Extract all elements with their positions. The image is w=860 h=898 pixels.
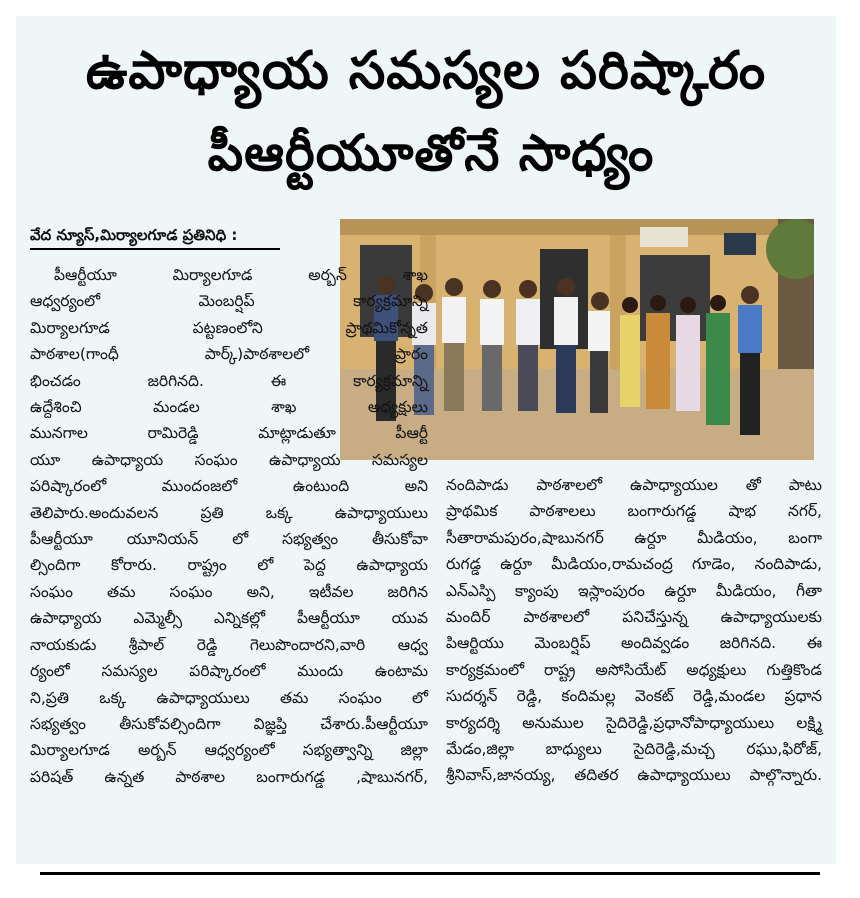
article-line: మునగాల రామిరెడ్డి మాట్లాడుతూ పీఆర్టీ bbox=[30, 424, 428, 443]
article-line: కార్యక్రమంలో రాష్ట్ర అసోసియేట్ అధ్యక్షులు గుత్తికొండ bbox=[446, 660, 822, 679]
article-line: పరిషత్ ఉన్నత పాఠశాల బంగారుగడ్డ ,షాబునగర్, bbox=[30, 767, 428, 786]
sign-board bbox=[640, 227, 688, 247]
article-line: పిఆర్టియు మెంబర్షిప్ అందివ్వడం జరిగినది. ఈ bbox=[446, 634, 822, 653]
headline-line-1: ఉపాధ్యాయ సమస్యల పరిష్కారం bbox=[85, 41, 767, 101]
notice-board bbox=[724, 233, 756, 255]
article-line: సుదర్శన్ రెడ్డి, కందిమల్ల వెంకట్ రెడ్డి,మండల ప్రధాన bbox=[446, 687, 822, 706]
byline: వేద న్యూస్,మిర్యాలగూడ ప్రతినిధి : bbox=[30, 224, 280, 250]
article-line: రుగడ్డ ఉర్దూ మీడియం,రామచంద్ర గూడెం, నందిపాడు, bbox=[446, 555, 822, 574]
article-line: భించడం జరిగినది. ఈ కార్యక్రమాన్ని bbox=[30, 371, 428, 390]
person bbox=[738, 286, 762, 435]
article-line: నందిపాడు పాఠశాలలో ఉపాధ్యాయుల తో పాటు bbox=[446, 476, 822, 494]
person bbox=[442, 278, 466, 411]
article-line: యూ ఉపాధ్యాయ సంఘం ఉపాధ్యాయ సమస్యల bbox=[30, 450, 428, 469]
roof-beam bbox=[340, 219, 814, 235]
article-body-right-column bbox=[446, 472, 822, 789]
article-line: ఆధ్వర్యంలో మెంబర్షిప్ కార్యక్రమాన్ని bbox=[30, 292, 428, 311]
article-line: ప్రాథమిక పాఠశాలలు బంగారుగడ్డ షాభ నగర్, bbox=[446, 502, 822, 521]
news-article bbox=[16, 16, 836, 864]
article-line: ర్యంలో సమస్యల పరిష్కారంలో ముందు ఉంటామ bbox=[30, 662, 428, 681]
article-line: మేడం,జిల్లా బాధ్యులు సైదిరెడ్డి,మచ్చ రఘు,ఫిరోజ్, bbox=[446, 740, 822, 759]
article-line: నాయకుడు శ్రీపాల్ రెడ్డి గెలుపొందారని,వారి ఆధ్వ bbox=[30, 635, 428, 654]
article-line: సభ్యత్వం తీసుకోవల్సిందిగా విజ్ఞప్తి చేశారు.పీఆర్టీయూ bbox=[30, 714, 428, 733]
person bbox=[480, 280, 504, 411]
article-line: పీఆర్టీయూ మిర్యాలగూడ అర్బన్ శాఖ bbox=[54, 266, 428, 284]
article-line: కార్యదర్శి అనుముల సైదిరెడ్డి,ప్రధానోపాధ్యాయులు లక్ష్మి bbox=[446, 713, 822, 732]
article-line: ఉపాధ్యాయ ఎమ్మెల్సీ ఎన్నికల్లో పీఆర్టీయూ యువ bbox=[30, 609, 428, 628]
person bbox=[516, 280, 540, 411]
article-line: సంఘం తమ సంఘం అని, ఇటీవల జరిగిన bbox=[30, 582, 428, 601]
article-line: ని,ప్రతి ఒక్క ఉపాధ్యాయులు తమ సంఘం లో bbox=[30, 688, 428, 707]
article-line: ల్సిందిగా కోరారు. రాష్ట్రం లో పెద్ద ఉపాధ్యాయ bbox=[30, 556, 428, 575]
article-line: తెలిపారు.అందువలన ప్రతి ఒక్క ఉపాధ్యాయులు bbox=[30, 503, 428, 522]
article-line: ఉద్దేశించి మండల శాఖ అధ్యక్షులు bbox=[30, 398, 428, 417]
article-line: ఎన్ఎస్పి క్యాంపు ఇస్లాంపురం ఉర్దూ మీడియం, గీతా bbox=[446, 581, 822, 600]
article-line: పాఠశాల(గాంధీ పార్క్)పాఠశాలలో ప్రారం bbox=[30, 345, 428, 364]
article-line: మిర్యాలగూడ పట్టణంలోని ప్రాథమికోన్నత bbox=[30, 318, 428, 337]
headline-line-2: పీఆర్టీయూతోనే సాధ్యం bbox=[207, 124, 655, 182]
article-line: సీతారామపురం,షాబునగర్ ఉర్దూ మీడియం, బంగా bbox=[446, 528, 822, 547]
article-line: శ్రీనివాస్,జానయ్య, తదితర ఉపాధ్యాయులు పాల్గొన్నారు. bbox=[446, 766, 822, 785]
article-line: మిర్యాలగూడ అర్బన్ ఆధ్వర్యంలో సభ్యత్వాన్ని జిల్లా bbox=[30, 741, 428, 760]
article-line: పరిష్కారంలో ముందంజలో ఉంటుంది అని bbox=[30, 477, 428, 496]
article-body-left-column bbox=[30, 262, 428, 790]
article-line: పీఆర్టీయూ యూనియన్ లో సభ్యత్వం తీసుకోవా bbox=[30, 530, 428, 549]
article-line: మందిర్ పాఠశాలలో పనిచేస్తున్న ఉపాధ్యాయులకు bbox=[446, 608, 822, 627]
bottom-rule bbox=[40, 872, 820, 875]
person bbox=[706, 295, 730, 425]
person bbox=[554, 278, 578, 413]
